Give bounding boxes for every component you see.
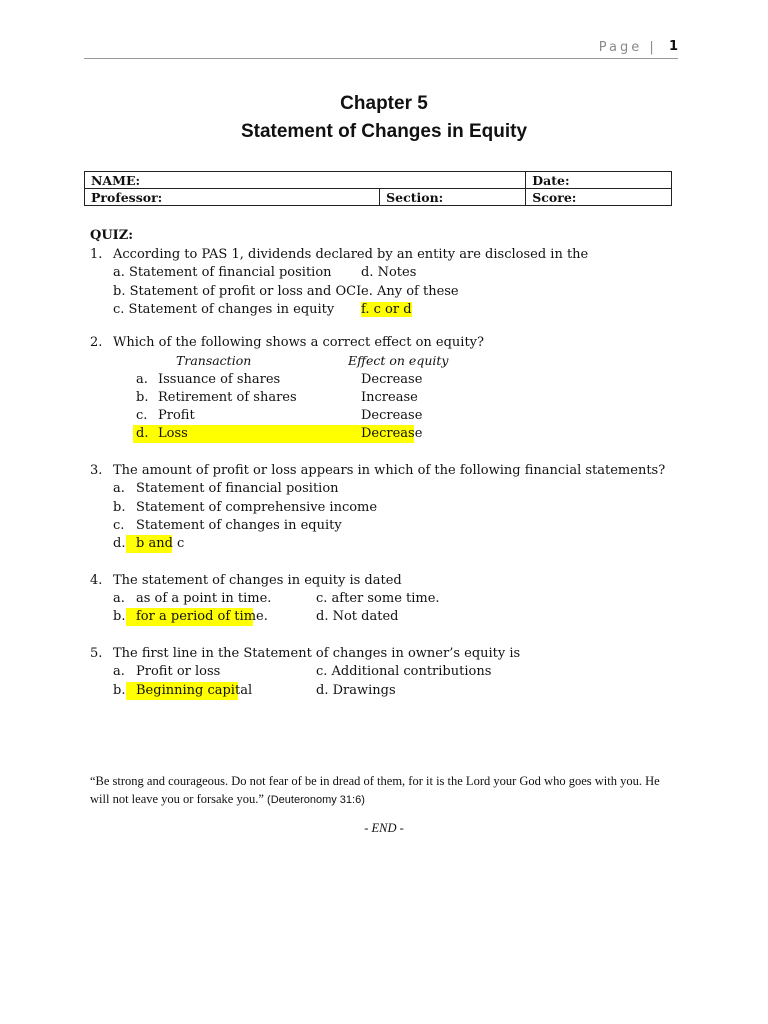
q5-option-letter: b. [113,683,126,698]
q2-row-effect: Decrease [361,408,423,423]
q3-option-letter: b. [113,500,126,515]
q4-option-letter: a. [113,591,125,606]
q1-option-d: d. Notes [361,265,417,280]
bible-quote-text: will not leave you or forsake you.” [90,792,264,806]
q4-option-b-answer: for a period of time. [136,609,268,624]
q2-row-transaction-answer: Loss [158,426,188,441]
q2-row-transaction: Issuance of shares [158,372,281,387]
column-header-transaction: Transaction [176,353,252,368]
question-number: 3. [90,463,103,478]
quiz-label: QUIZ: [90,228,134,243]
q5-option-d: d. Drawings [316,683,396,698]
q4-option-c: c. after some time. [316,591,440,606]
score-field[interactable]: Score: [526,189,672,206]
q1-option-a: a. Statement of financial position [113,265,332,280]
bible-quote-line-2 [90,792,365,807]
q1-option-c: c. Statement of changes in equity [113,302,335,317]
q2-row-effect: Decrease [361,372,423,387]
q4-option-letter: b. [113,609,126,624]
question-number: 5. [90,646,103,661]
q5-option-b-answer: Beginning capital [136,683,253,698]
q2-row-effect: Increase [361,390,418,405]
end-marker: - END - [364,821,404,835]
q3-option-letter: c. [113,518,125,533]
q3-option-a: Statement of financial position [136,481,339,496]
q1-option-b: b. Statement of profit or loss and OCI [113,284,362,299]
date-field[interactable]: Date: [526,172,672,189]
q4-option-a: as of a point in time. [136,591,272,606]
q1-option-f-answer: f. c or d [361,302,412,317]
student-info-table [84,171,672,206]
page-label: Page | [598,40,656,55]
question-4-text: The statement of changes in equity is dated [113,573,402,588]
bible-reference: (Deuteronomy 31:6) [267,794,365,806]
question-number: 1. [90,247,103,262]
q2-row-effect-answer: Decrease [361,426,423,441]
table-row [85,189,672,206]
q3-option-letter: d. [113,536,126,551]
q4-option-d: d. Not dated [316,609,399,624]
question-2-text: Which of the following shows a correct effect on equity? [113,335,484,350]
page-header [84,38,678,59]
q5-option-a: Profit or loss [136,664,221,679]
q2-row-letter: b. [136,390,149,405]
q3-option-b: Statement of comprehensive income [136,500,378,515]
q3-option-d-answer: b and c [136,536,185,551]
q2-row-letter: d. [136,426,149,441]
table-row [85,172,672,189]
q3-option-c: Statement of changes in equity [136,518,342,533]
section-field[interactable]: Section: [380,189,526,206]
q2-row-letter: a. [136,372,148,387]
document-title: Statement of Changes in Equity [240,121,528,142]
q5-option-c: c. Additional contributions [316,664,492,679]
question-1-text: According to PAS 1, dividends declared by an entity are disclosed in the [113,247,589,262]
chapter-title: Chapter 5 [340,93,428,114]
q1-option-e: e. Any of these [361,284,459,299]
professor-field[interactable]: Professor: [85,189,380,206]
question-5-text: The first line in the Statement of changes in owner’s equity is [113,646,521,661]
q5-option-letter: a. [113,664,125,679]
question-number: 2. [90,335,103,350]
bible-quote-line-1: “Be strong and courageous. Do not fear of be in dread of them, for it is the Lord your God who goes with you. He [90,774,660,788]
question-3-text: The amount of profit or loss appears in which of the following financial statements? [113,463,666,478]
q2-row-letter: c. [136,408,148,423]
q2-row-transaction: Retirement of shares [158,390,297,405]
q2-row-transaction: Profit [158,408,195,423]
column-header-effect: Effect on equity [348,353,449,368]
q3-option-letter: a. [113,481,125,496]
page-number: 1 [668,39,678,54]
name-field[interactable]: NAME: [85,172,526,189]
question-number: 4. [90,573,103,588]
